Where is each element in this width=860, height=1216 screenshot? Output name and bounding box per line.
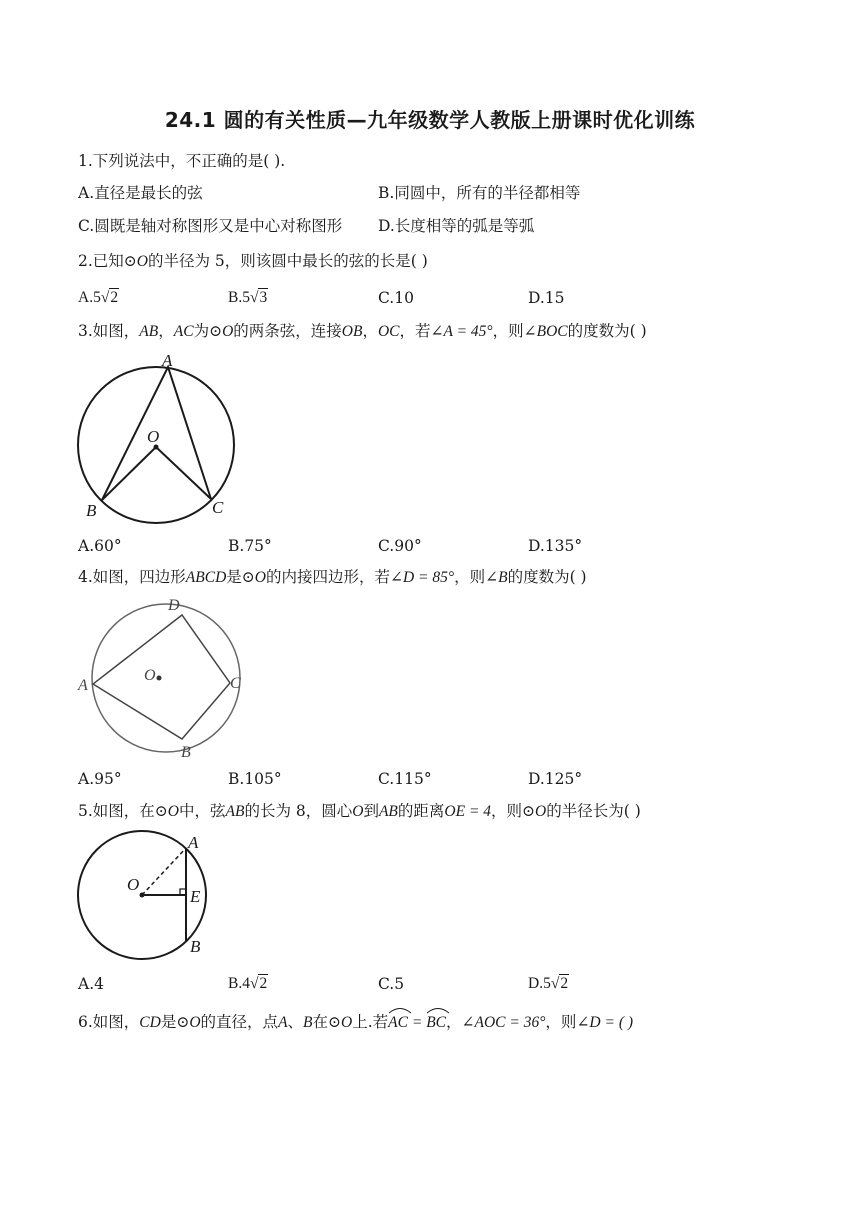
q3-text: ，则 <box>492 322 524 340</box>
q4-math: ∠D = 85° <box>389 569 455 586</box>
q3-math: OB <box>341 323 363 340</box>
q2-option-b-coef: B.5 <box>228 289 250 306</box>
q5-label-a: A <box>188 833 199 852</box>
q6-text: 、 <box>287 1013 304 1031</box>
q4-text: ，则 <box>454 568 486 586</box>
q4-center-dot <box>157 676 162 681</box>
q5-option-d-coef: D.5 <box>528 975 551 992</box>
q3-math: ∠A = 45° <box>430 323 493 340</box>
q3-option-a: A.60° <box>78 537 122 555</box>
q4-math: ∠B <box>485 569 508 586</box>
q6-math: A <box>278 1014 288 1031</box>
q2-option-b-radicand: 3 <box>259 289 268 306</box>
q6-math: CD <box>139 1014 161 1031</box>
q4-math: ⊙O <box>241 569 266 586</box>
q2-stem-text: 2.已知 <box>78 252 124 270</box>
arc-symbol-icon <box>388 1006 412 1014</box>
q1-stem: 1.下列说法中，不正确的是( ). <box>78 152 286 170</box>
q3-math: OC <box>377 323 400 340</box>
q6-math: ⊙O <box>176 1014 201 1031</box>
q5-text: 的半径长为( ) <box>546 802 641 820</box>
q3-label-o: O <box>147 427 160 446</box>
q4-label-d: D <box>168 597 180 614</box>
q2-stem <box>78 250 428 273</box>
q5-text: 到 <box>363 802 379 820</box>
q4-option-b: B.105° <box>228 770 282 788</box>
q3-option-c: C.90° <box>378 537 422 555</box>
q2-option-a: A.5√2 <box>78 289 119 306</box>
q6-text: ，则 <box>545 1013 577 1031</box>
q3-math: AB <box>139 323 159 340</box>
q5-center-dot <box>140 893 145 898</box>
q5-label-o: O <box>127 875 140 894</box>
q6-math: B <box>303 1014 313 1031</box>
q3-math: ⊙O <box>209 323 234 340</box>
q3-option-d: D.135° <box>528 537 583 555</box>
q3-text: ，若 <box>399 322 431 340</box>
q5-text: 的距离 <box>397 802 445 820</box>
q3-text: ， <box>158 322 174 340</box>
q4-quadrilateral <box>93 615 230 739</box>
q5-dashed-oa <box>142 848 186 895</box>
q5-option-c: C.5 <box>378 975 405 993</box>
q3-figure <box>70 350 250 525</box>
q4-option-a: A.95° <box>78 770 122 788</box>
q6-math: ∠D = ( ) <box>576 1014 634 1031</box>
q2-stem-text-end: 的半径为 5，则该圆中最长的弦的长是( ) <box>147 252 428 270</box>
q2-circle-symbol: ⊙O <box>123 253 148 270</box>
q5-option-a: A.4 <box>78 975 104 993</box>
q3-stem <box>78 320 647 343</box>
q4-option-c: C.115° <box>378 770 432 788</box>
q5-option-d: D.5√2 <box>528 975 569 992</box>
q6-text: 是 <box>160 1013 177 1031</box>
q5-option-b-coef: B.4 <box>228 975 250 992</box>
q6-arc-ac-label: AC <box>388 1014 408 1031</box>
q3-text: 3.如图， <box>78 322 140 340</box>
q2-option-a-coef: A.5 <box>78 289 101 306</box>
q2-option-b: B.5√3 <box>228 289 268 306</box>
q4-text: 的内接四边形，若 <box>265 568 390 586</box>
q5-math: O <box>352 803 364 820</box>
q4-text: 4.如图，四边形 <box>78 568 186 586</box>
q4-label-a: A <box>78 677 88 694</box>
q3-label-a: A <box>162 351 173 370</box>
q5-math: ⊙O <box>522 803 547 820</box>
q5-stem <box>78 800 641 823</box>
q5-text: ，则 <box>491 802 523 820</box>
q4-text: 是 <box>226 568 242 586</box>
q5-math: ⊙O <box>154 803 179 820</box>
q6-text: 的直径，点 <box>200 1013 279 1031</box>
q1-option-b: B.同圆中，所有的半径都相等 <box>378 184 581 202</box>
q2-option-a-radicand: 2 <box>110 289 119 306</box>
q1-option-c: C.圆既是轴对称图形又是中心对称图形 <box>78 217 343 235</box>
q3-option-b: B.75° <box>228 537 272 555</box>
q5-text: 的长为 8，圆心 <box>244 802 353 820</box>
q5-label-b: B <box>190 937 201 956</box>
q3-math: AC <box>173 323 194 340</box>
q4-figure <box>70 593 260 765</box>
q5-text: 中，弦 <box>178 802 226 820</box>
q5-figure <box>70 828 220 958</box>
q6-text: 6.如图， <box>78 1013 140 1031</box>
q4-label-o: O <box>144 667 156 684</box>
q4-math: ABCD <box>185 569 227 586</box>
q6-math: ∠AOC = 36° <box>461 1014 546 1031</box>
q3-text: ， <box>362 322 378 340</box>
q2-option-c: C.10 <box>378 289 414 307</box>
q6-arc-bc-label: BC <box>426 1014 446 1031</box>
q6-arc-bc <box>426 1010 446 1034</box>
q6-text: 在 <box>312 1013 329 1031</box>
page-title: 24.1 圆的有关性质—九年级数学人教版上册课时优化训练 <box>164 108 696 132</box>
q3-radii <box>102 447 211 500</box>
q5-math: AB <box>225 803 245 820</box>
q6-text: 上.若 <box>352 1013 389 1031</box>
q3-label-c: C <box>212 498 224 517</box>
q2-option-d: D.15 <box>528 289 565 307</box>
q4-text: 的度数为( ) <box>507 568 587 586</box>
q1-option-d: D.长度相等的弧是等弧 <box>378 217 535 235</box>
q5-label-e: E <box>190 887 201 906</box>
q5-option-b-radicand: 2 <box>259 975 268 992</box>
q6-text: ， <box>446 1013 462 1031</box>
q4-label-c: C <box>230 675 241 692</box>
q5-math: OE = 4 <box>444 803 492 820</box>
q1-option-a: A.直径是最长的弦 <box>78 184 203 202</box>
q4-stem <box>78 566 587 589</box>
q3-text: 的两条弦，连接 <box>233 322 342 340</box>
q5-option-d-radicand: 2 <box>560 975 569 992</box>
q5-math: AB <box>378 803 398 820</box>
q5-option-b: B.4√2 <box>228 975 268 992</box>
q4-label-b: B <box>181 744 191 761</box>
q6-math: ⊙O <box>328 1014 353 1031</box>
q6-stem <box>78 1010 633 1034</box>
q6-arc-ac <box>388 1010 408 1034</box>
q3-text: 的度数为( ) <box>567 322 647 340</box>
arc-symbol-icon <box>426 1006 450 1014</box>
q4-option-d: D.125° <box>528 770 583 788</box>
q5-text: 5.如图，在 <box>78 802 155 820</box>
q3-math: ∠BOC <box>523 323 568 340</box>
q3-text: 为 <box>193 322 210 340</box>
q3-label-b: B <box>86 501 97 520</box>
q6-equals: = <box>407 1014 427 1031</box>
